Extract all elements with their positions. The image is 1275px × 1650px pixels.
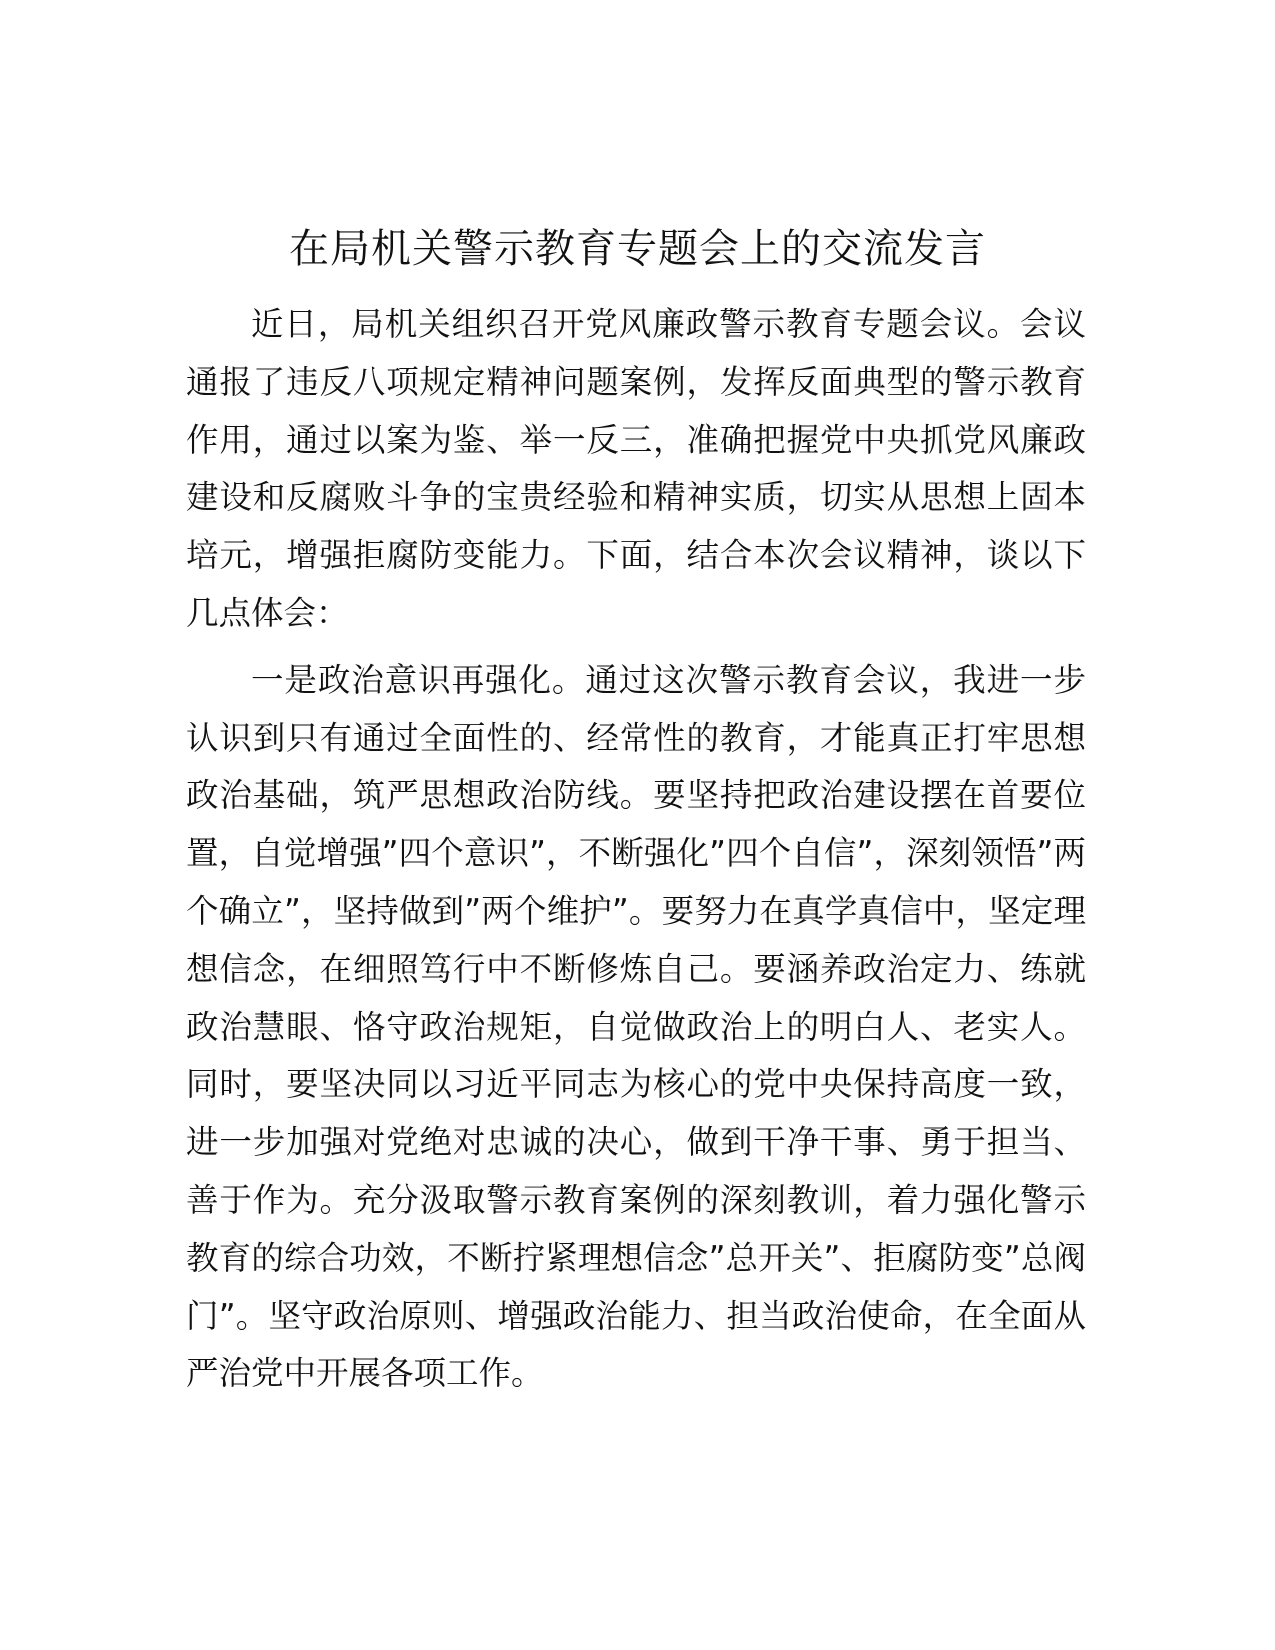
document-title: 在局机关警示教育专题会上的交流发言 [289,226,986,272]
paragraph-political-awareness: 一是政治意识再强化。通过这次警示教育会议，我进一步认识到只有通过全面性的、经常性的教育，才能真正打牢思想政治基础，筑严思想政治防线。要坚持把政治建设摆在首要位置，自觉增强”四个意识”，不断强化”四个自信”，深刻领悟”两个确立”，坚持做到”两个维护”。要努力在真学真信中，坚定理想信念，在细照笃行中不断修炼自己。要涵养政治定力、练就政治慧眼、恪守政治规矩，自觉做政治上的明白人、老实人。同时，要坚决同以习近平同志为核心的党中央保持高度一致，进一步加强对党绝对忠诚的决心，做到干净干事、勇于担当、善于作为。充分汲取警示教育案例的深刻教训，着力强化警示教育的综合功效，不断拧紧理想信念”总开关”、拒腐防变”总阀门”。坚守政治原则、增强政治能力、担当政治使命，在全面从严治党中开展各项工作。 [186,660,1086,1393]
document-body [186,296,1086,1403]
paragraph-intro: 近日，局机关组织召开党风廉政警示教育专题会议。会议通报了违反八项规定精神问题案例，发挥反面典型的警示教育作用，通过以案为鉴、举一反三，准确把握党中央抓党风廉政建设和反腐败斗争的宝贵经验和精神实质，切实从思想上固本培元，增强拒腐防变能力。下面，结合本次会议精神，谈以下几点体会： [186,305,1086,632]
